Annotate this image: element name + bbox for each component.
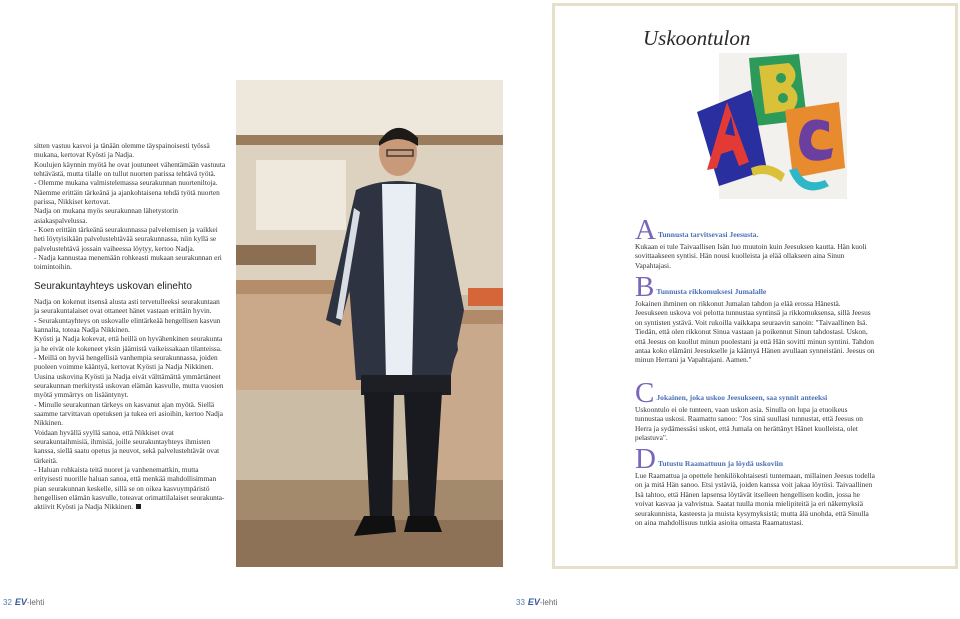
magazine-logo: EV-lehti: [527, 597, 558, 607]
paragraph: - Meillä on hyviä hengellisiä vanhempia seurakunnassa, joiden puoleen voimme kääntyä, kertovat Kyösti ja Nadja Nikkinen.: [34, 352, 218, 372]
paragraph: Uusina uskovina Kyösti ja Nadja eivät välttämättä ymmärtäneet seurakunnan merkitystä uskovan elämän kasvulle, mutta vuosien myötä ymmärrys on lisääntynyt.: [34, 371, 224, 400]
closing-text: - Haluan rohkaista teitä nuoret ja vanhenemattkin, mutta erityisesti nuorille haluan sanoa, että menkää mahdollisimman pian seurakunnan keskelle, sillä se on oikea kasvuympäristö hengellisen elämän kasvulle, toteavat orimattilalaiset seurakunta-aktiivit Kyösti ja Nadja Nikkinen.: [34, 465, 225, 512]
step-title: Tunnusta rikkomuksesi Jumalalle: [656, 286, 767, 296]
paragraph: Voidaan hyvällä syyllä sanoa, että Nikkiset ovat seurakuntaihmisiä, ihmisiä, joille seurakuntayhteys ihmisten kanssa, siellä saatu opetus ja neuvot, sekä palvelustehtävät ovat tärkeitä.: [34, 427, 220, 465]
paragraph: sitten vastuu kasvoi ja tänään olemme täyspainoisesti työssä mukana, kertovat Kyösti ja Nadja.: [34, 141, 210, 160]
paragraph: - Minulle seurakunnan tärkeys on kasvanut ajan myötä. Siellä saamme tarvittavan opetuksen ja tukea eri asioihin, kertoo Nadja Nikkinen.: [34, 399, 224, 428]
paragraph: Nadja on mukana myös seurakunnan lähetystorin asiakaspalvelussa.: [34, 206, 179, 225]
paragraph: [34, 465, 226, 512]
paragraph: Koulujen käynnin myötä he ovat joutuneet vähentämään vastuuta tehtävästä, mutta tilalle on tullut nuorten parissa tehtävä työtä.: [34, 159, 226, 179]
step-letter: B: [635, 271, 655, 303]
page-footer-left: [3, 597, 44, 607]
paragraph: Nadja on kokenut itsensä alusta asti tervetulleeksi seurakuntaan ja seurakuntalaiset ovat ottaneet hänet vastaan erittäin hyvin.: [34, 296, 220, 316]
step-title: Tutustu Raamattuun ja löydä uskoviin: [657, 458, 784, 468]
paragraph: - Nadja kannustaa menemään rohkeasti mukaan seurakunnan eri toimintoihin.: [34, 253, 222, 272]
magazine-logo: EV-lehti: [14, 597, 45, 607]
paragraph: Kyösti ja Nadja kokevat, että heillä on hyvähenkinen seurakunta ja he eivät ole kokeneet yksin jäämistä vaikeissakaan tilanteissa.: [34, 334, 223, 353]
end-mark-icon: [136, 504, 141, 509]
article-body: [34, 297, 226, 512]
page-number: 33: [516, 597, 525, 607]
portrait-photo: [236, 80, 503, 567]
step-text: Kukaan ei tule Taivaallisen Isän luo muutoin kuin Jeesuksen kautta. Hän kuoli sovittaakseen syntisi. Hän nousi kuolleista ja elää ollakseen aina Sinun Vapahtajasi.: [635, 242, 867, 270]
page-footer-right: [516, 597, 557, 607]
article-intro: [34, 141, 226, 272]
sidebar-box: [552, 3, 958, 569]
article-column: [34, 141, 226, 512]
step-letter: C: [635, 377, 655, 409]
step-b: [635, 271, 875, 365]
box-title: Uskoontulon: [643, 26, 751, 50]
step-d: [635, 443, 875, 528]
abc-illustration: [689, 50, 849, 205]
step-letter: A: [635, 214, 656, 246]
paragraph: - Koen erittäin tärkeänä seurakunnassa palvelemisen ja vaikkei heti löytyisikään palvelustehtävää seurakunnassa, niin kyllä se palvelustehtävä jossain vaiheessa löytyy, kertoo Nadja.: [34, 225, 218, 253]
step-title: Tunnusta tarvitsevasi Jeesusta.: [657, 229, 759, 239]
step-c: [635, 377, 875, 443]
section-heading: Seurakuntayhteys uskovan elinehto: [34, 280, 192, 292]
step-a: [635, 214, 875, 270]
paragraph: - Olemme mukana valmistelemassa seurakunnan nuorteniltoja. Näemme erittäin tärkeänä ja ajankohtaisena tehdä työtä nuorten parissa, Nikkiset kertovat.: [34, 178, 220, 207]
page-number: 32: [3, 597, 12, 607]
step-text: Lue Raamattua ja opettele henkilökohtaisesti tuntemaan, millainen Jeesus todella on ja mitä Hän sanoo. Etsi ystäviä, joiden kanssa voit jakaa löytösi. Taivaallinen Isä tahtoo, että Hänen lapsensa löytävät itselleen hengellisen kodin, jossa he voivat kasvaa ja vahvistua. Saatat tuulla monia mielipiteitä ja eri näkemyksiä seurakunnista, kasteesta ja muista kysymyksistä; mutta älä unohda, että Sinulla on aina mahdollisuus tutkia asioita omasta Raamatustasi.: [635, 471, 875, 528]
step-text: Uskoontulo ei ole tunteen, vaan uskon asia. Sinulla on lupa ja etuoikeus tunnustaa uskosi. Raamattu sanoo: "Jos sinä suullasi tunnustat, että Jeesus on Herra ja sydämessäsi uskot, että Jumala on herättänyt Hänet kuolleista, olet pelastuva".: [635, 405, 863, 443]
paragraph: - Seurakuntayhteys on uskovalle elintärkeää hengellisen kasvun kannalta, toteaa Nadja Nikkinen.: [34, 315, 221, 334]
step-title: Jokainen, joka uskoo Jeesukseen, saa synnit anteeksi: [656, 392, 828, 402]
step-letter: D: [635, 443, 656, 475]
step-text: Jokainen ihminen on rikkonut Jumalan tahdon ja elää erossa Hänestä. Jeesukseen uskova voi pelotta tunnustaa syntinsä ja rikkomuksensa, sillä Jeesus on syntisten ystävä. Voit rukoilla vaikkapa seuraavin sanoin: "Taivaallinen Isä. Tiedän, että olen rikkonut Sinua vastaan ja poikennut Sinun tahdostasi. Uskon, että Jeesus on kuollut minun puolestani ja että Hän sovitti minun syntini. Tahdon antaa koko elämäni Jeesukselle ja kääntyä Hänen avullaan synneistäni. Jeesus on minun Herrani ja Vapahtajani. Aamen.": [635, 299, 875, 365]
